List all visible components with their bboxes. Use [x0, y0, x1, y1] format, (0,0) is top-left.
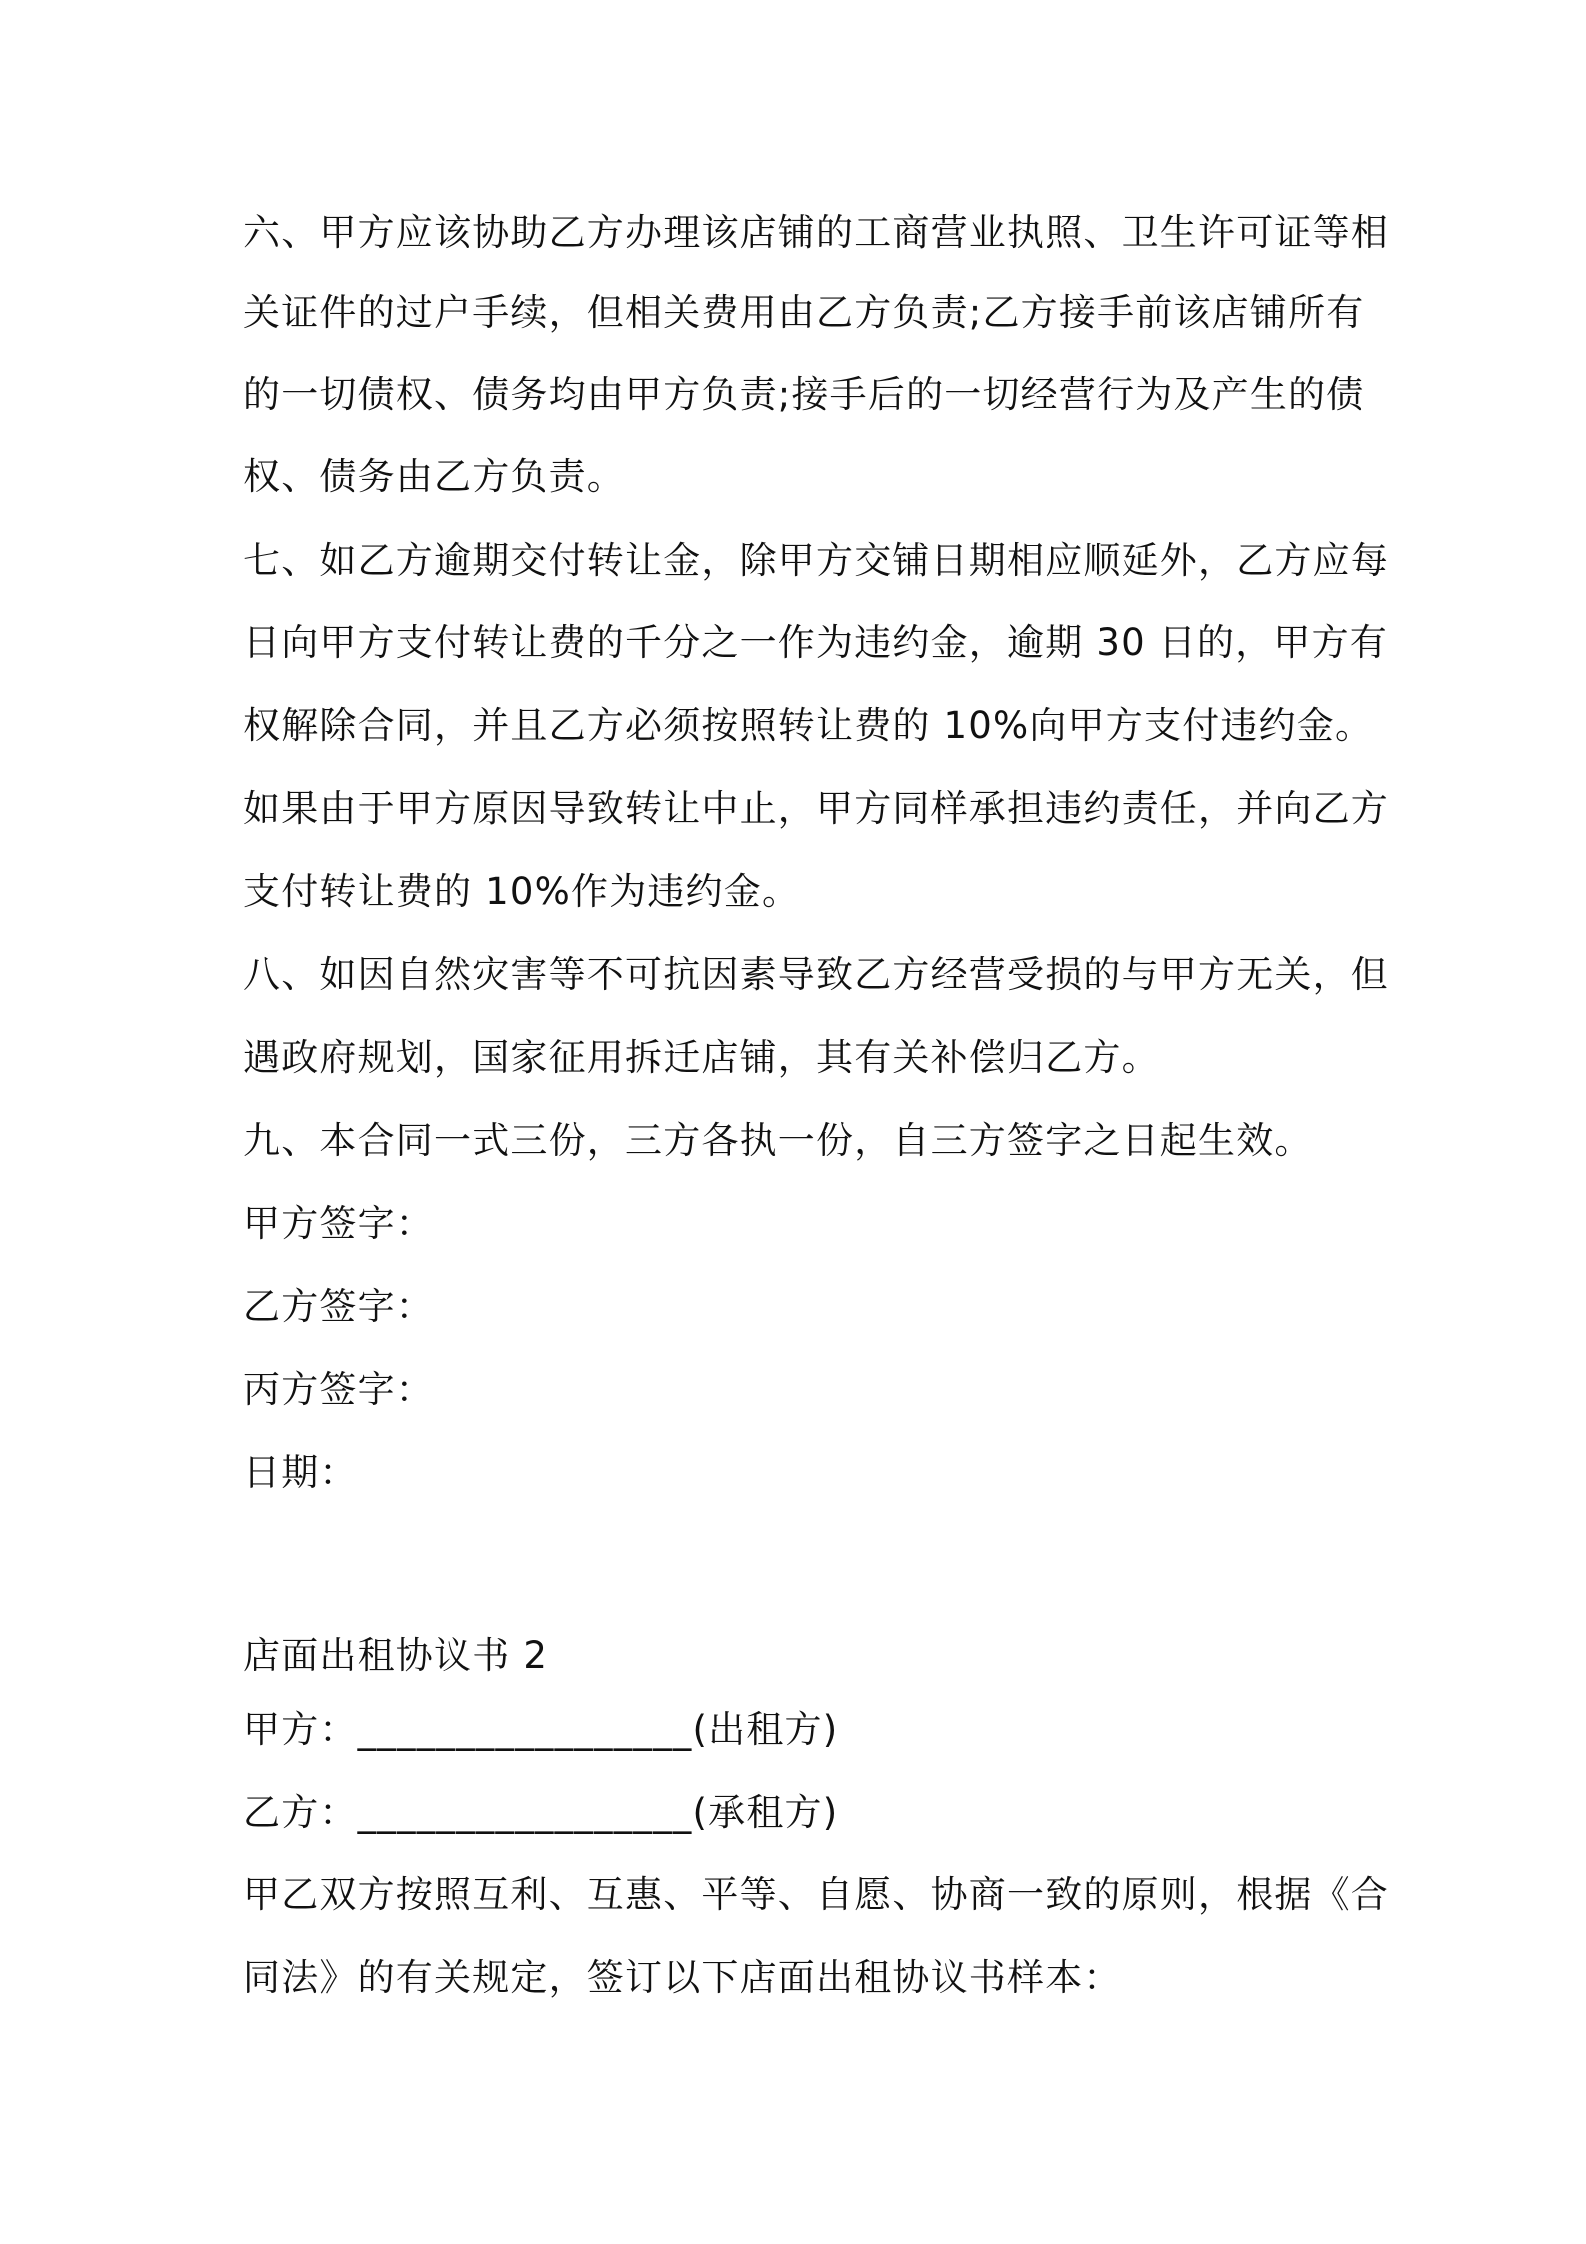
clause-6-line-2: 关证件的过户手续，但相关费用由乙方负责;乙方接手前该店铺所有	[243, 291, 1365, 334]
clause-9-line-1: 九、本合同一式三份，三方各执一份，自三方签字之日起生效。	[243, 1119, 1313, 1162]
clause-6-line-1: 六、甲方应该协助乙方办理该店铺的工商营业执照、卫生许可证等相	[243, 211, 1389, 254]
party-a-lessor: 甲方：_________________(出租方)	[243, 1708, 839, 1751]
preamble-line-1: 甲乙双方按照互利、互惠、平等、自愿、协商一致的原则，根据《合	[243, 1873, 1389, 1916]
clause-7-line-1: 七、如乙方逾期交付转让金，除甲方交铺日期相应顺延外，乙方应每	[243, 539, 1389, 582]
clause-7-line-5: 支付转让费的 10%作为违约金。	[243, 870, 801, 913]
clause-7-line-3: 权解除合同，并且乙方必须按照转让费的 10%向甲方支付违约金。	[243, 704, 1374, 747]
party-c-signature: 丙方签字：	[243, 1368, 434, 1411]
clause-8-line-1: 八、如因自然灾害等不可抗因素导致乙方经营受损的与甲方无关，但	[243, 953, 1389, 996]
clause-6-line-4: 权、债务由乙方负责。	[243, 455, 625, 498]
clause-8-line-2: 遇政府规划，国家征用拆迁店铺，其有关补偿归乙方。	[243, 1036, 1160, 1079]
clause-7-line-2: 日向甲方支付转让费的千分之一作为违约金，逾期 30 日的，甲方有	[243, 621, 1389, 664]
clause-6-line-3: 的一切债权、债务均由甲方负责;接手后的一切经营行为及产生的债	[243, 373, 1365, 416]
party-b-signature: 乙方签字：	[243, 1285, 434, 1328]
date-line: 日期：	[243, 1451, 358, 1494]
party-b-lessee: 乙方：_________________(承租方)	[243, 1791, 839, 1834]
clause-7-line-4: 如果由于甲方原因导致转让中止，甲方同样承担违约责任，并向乙方	[243, 787, 1389, 830]
party-a-signature: 甲方签字：	[243, 1202, 434, 1245]
agreement-2-title: 店面出租协议书 2	[243, 1634, 549, 1677]
preamble-line-2: 同法》的有关规定，签订以下店面出租协议书样本：	[243, 1956, 1122, 1999]
